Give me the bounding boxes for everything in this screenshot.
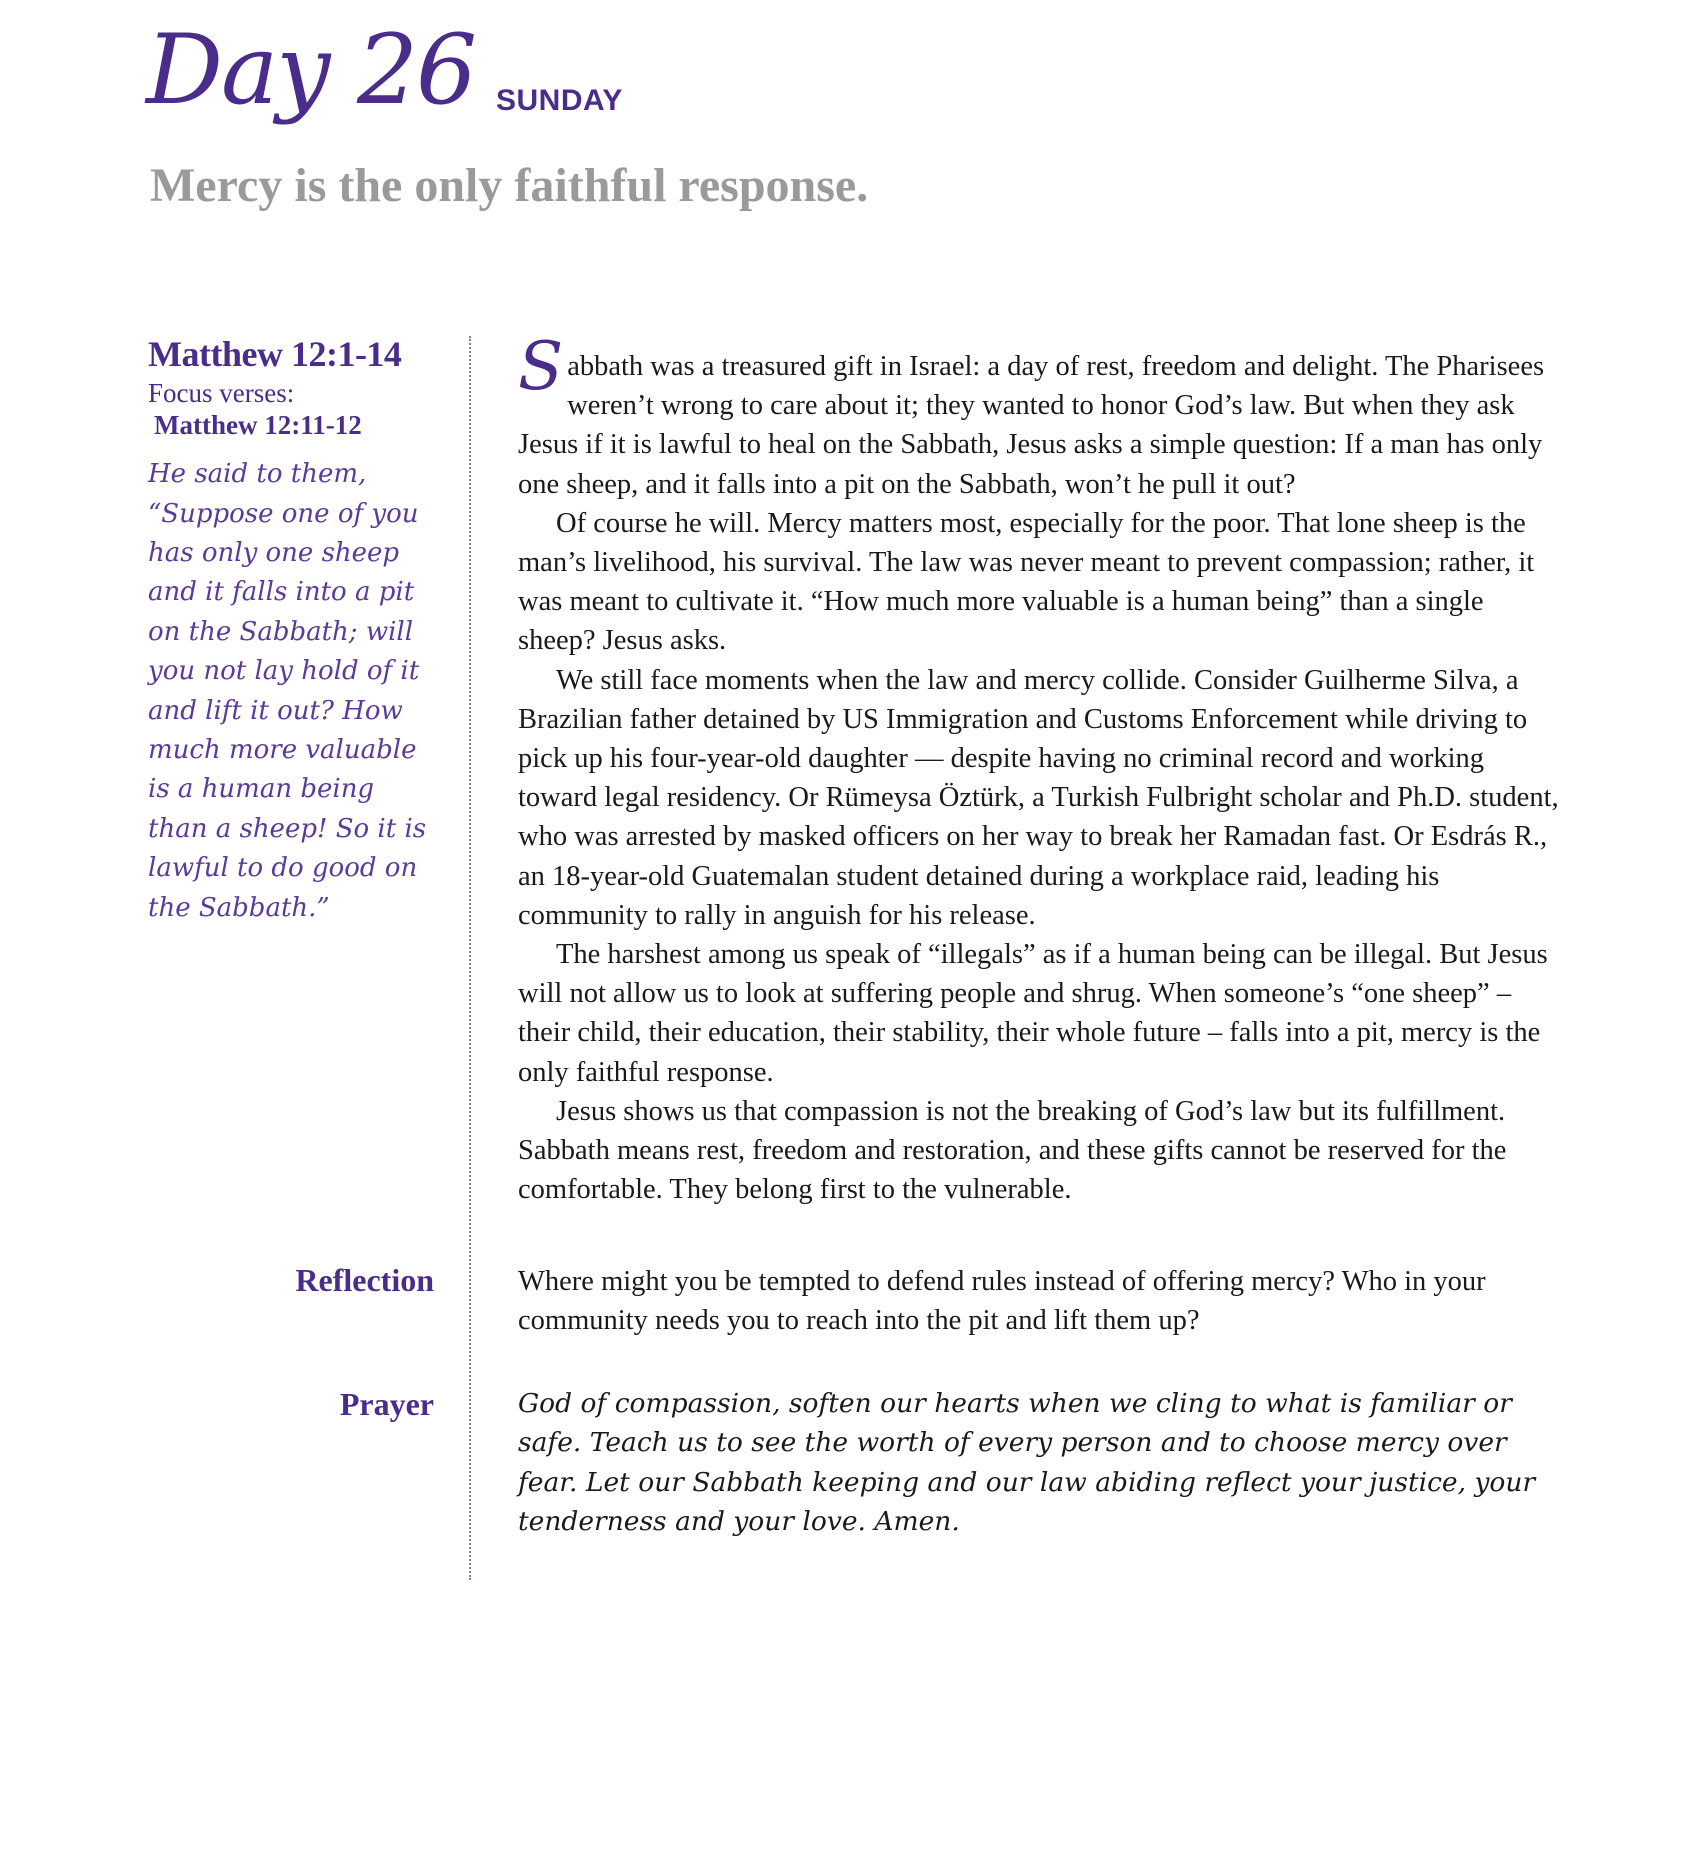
body-paragraph: The harshest among us speak of “illegals” as if a human being can be illegal. But Jesus will not allow us to look at suffering people and shrug. When someone’s “one sheep” – their child, their education, their stability, their whole future – falls into a pit, mercy is the only faithful response.: [518, 939, 1548, 1088]
reflection-text: Where might you be tempted to defend rules instead of offering mercy? Who in your community needs you to reach into the pit and lift them up?: [518, 1266, 1486, 1337]
dotted-divider: [469, 336, 471, 1580]
theme-subtitle: Mercy is the only faithful response.: [150, 159, 869, 212]
scripture-sidebar: [148, 336, 448, 928]
prayer-label: Prayer: [339, 1386, 434, 1422]
body-paragraph: [518, 328, 1568, 504]
body-paragraph: Jesus shows us that compassion is not the breaking of God’s law but its fulfillment. Sabbath means rest, freedom and restoration, and these gifts cannot be reserved for the comfortable. They belong first to the vulnerable.: [518, 1095, 1507, 1206]
focus-verse-quote: He said to them, “Suppose one of you has only one sheep and it falls into a pit on the Sabbath; will you not lay hold of it and lift it out? How much more valuable is a human being than a sheep! So it is lawful to do good on the Sabbath.”: [148, 459, 427, 923]
body-paragraph: Of course he will. Mercy matters most, especially for the poor. That lone sheep is the man’s livelihood, his survival. The law was never meant to prevent compassion; rather, it was meant to cultivate it. “How much more valuable is a human being” than a single sheep? Jesus asks.: [518, 507, 1535, 657]
prayer-text: God of compassion, soften our hearts when we cling to what is familiar or safe. Teach us to see the worth of every person and to choose mercy over fear. Let our Sabbath keeping and our law abiding reflect your justice, your tenderness and your love. Amen.: [518, 1388, 1536, 1538]
focus-verses-label: Focus verses:: [148, 377, 295, 408]
paragraph-text: abbath was a treasured gift in Israel: a day of rest, freedom and delight. The Pharisees weren’t wrong to care about it; they wanted to honor God’s law. But when they ask Jesus if it is lawful to heal on the Sabbath, Jesus asks a simple question: If a man has only one sheep, and it falls into a pit on the Sabbath, won’t he pull it out?: [518, 351, 1545, 500]
day-title: Day 26: [146, 14, 476, 126]
devotional-body: [518, 328, 1568, 1209]
reflection-label: Reflection: [295, 1262, 434, 1298]
page-header: [0, 0, 1700, 240]
scripture-reference: Matthew 12:1-14: [148, 334, 402, 374]
body-paragraph: We still face moments when the law and mercy collide. Consider Guilherme Silva, a Brazilian father detained by US Immigration and Customs Enforcement while driving to pick up his four-year-old daughter — despite having no criminal record and working toward legal residency. Or Rümeysa Öztürk, a Turkish Fulbright scholar and Ph.D. student, who was arrested by masked officers on her way to break her Ramadan fast. Or Esdrás R., an 18-year-old Guatemalan student detained during a workplace raid, leading his community to rally in anguish for his release.: [518, 664, 1559, 931]
drop-cap: S: [518, 328, 564, 405]
weekday-label: SUNDAY: [496, 84, 623, 117]
focus-verses-reference: Matthew 12:11-12: [154, 409, 362, 440]
